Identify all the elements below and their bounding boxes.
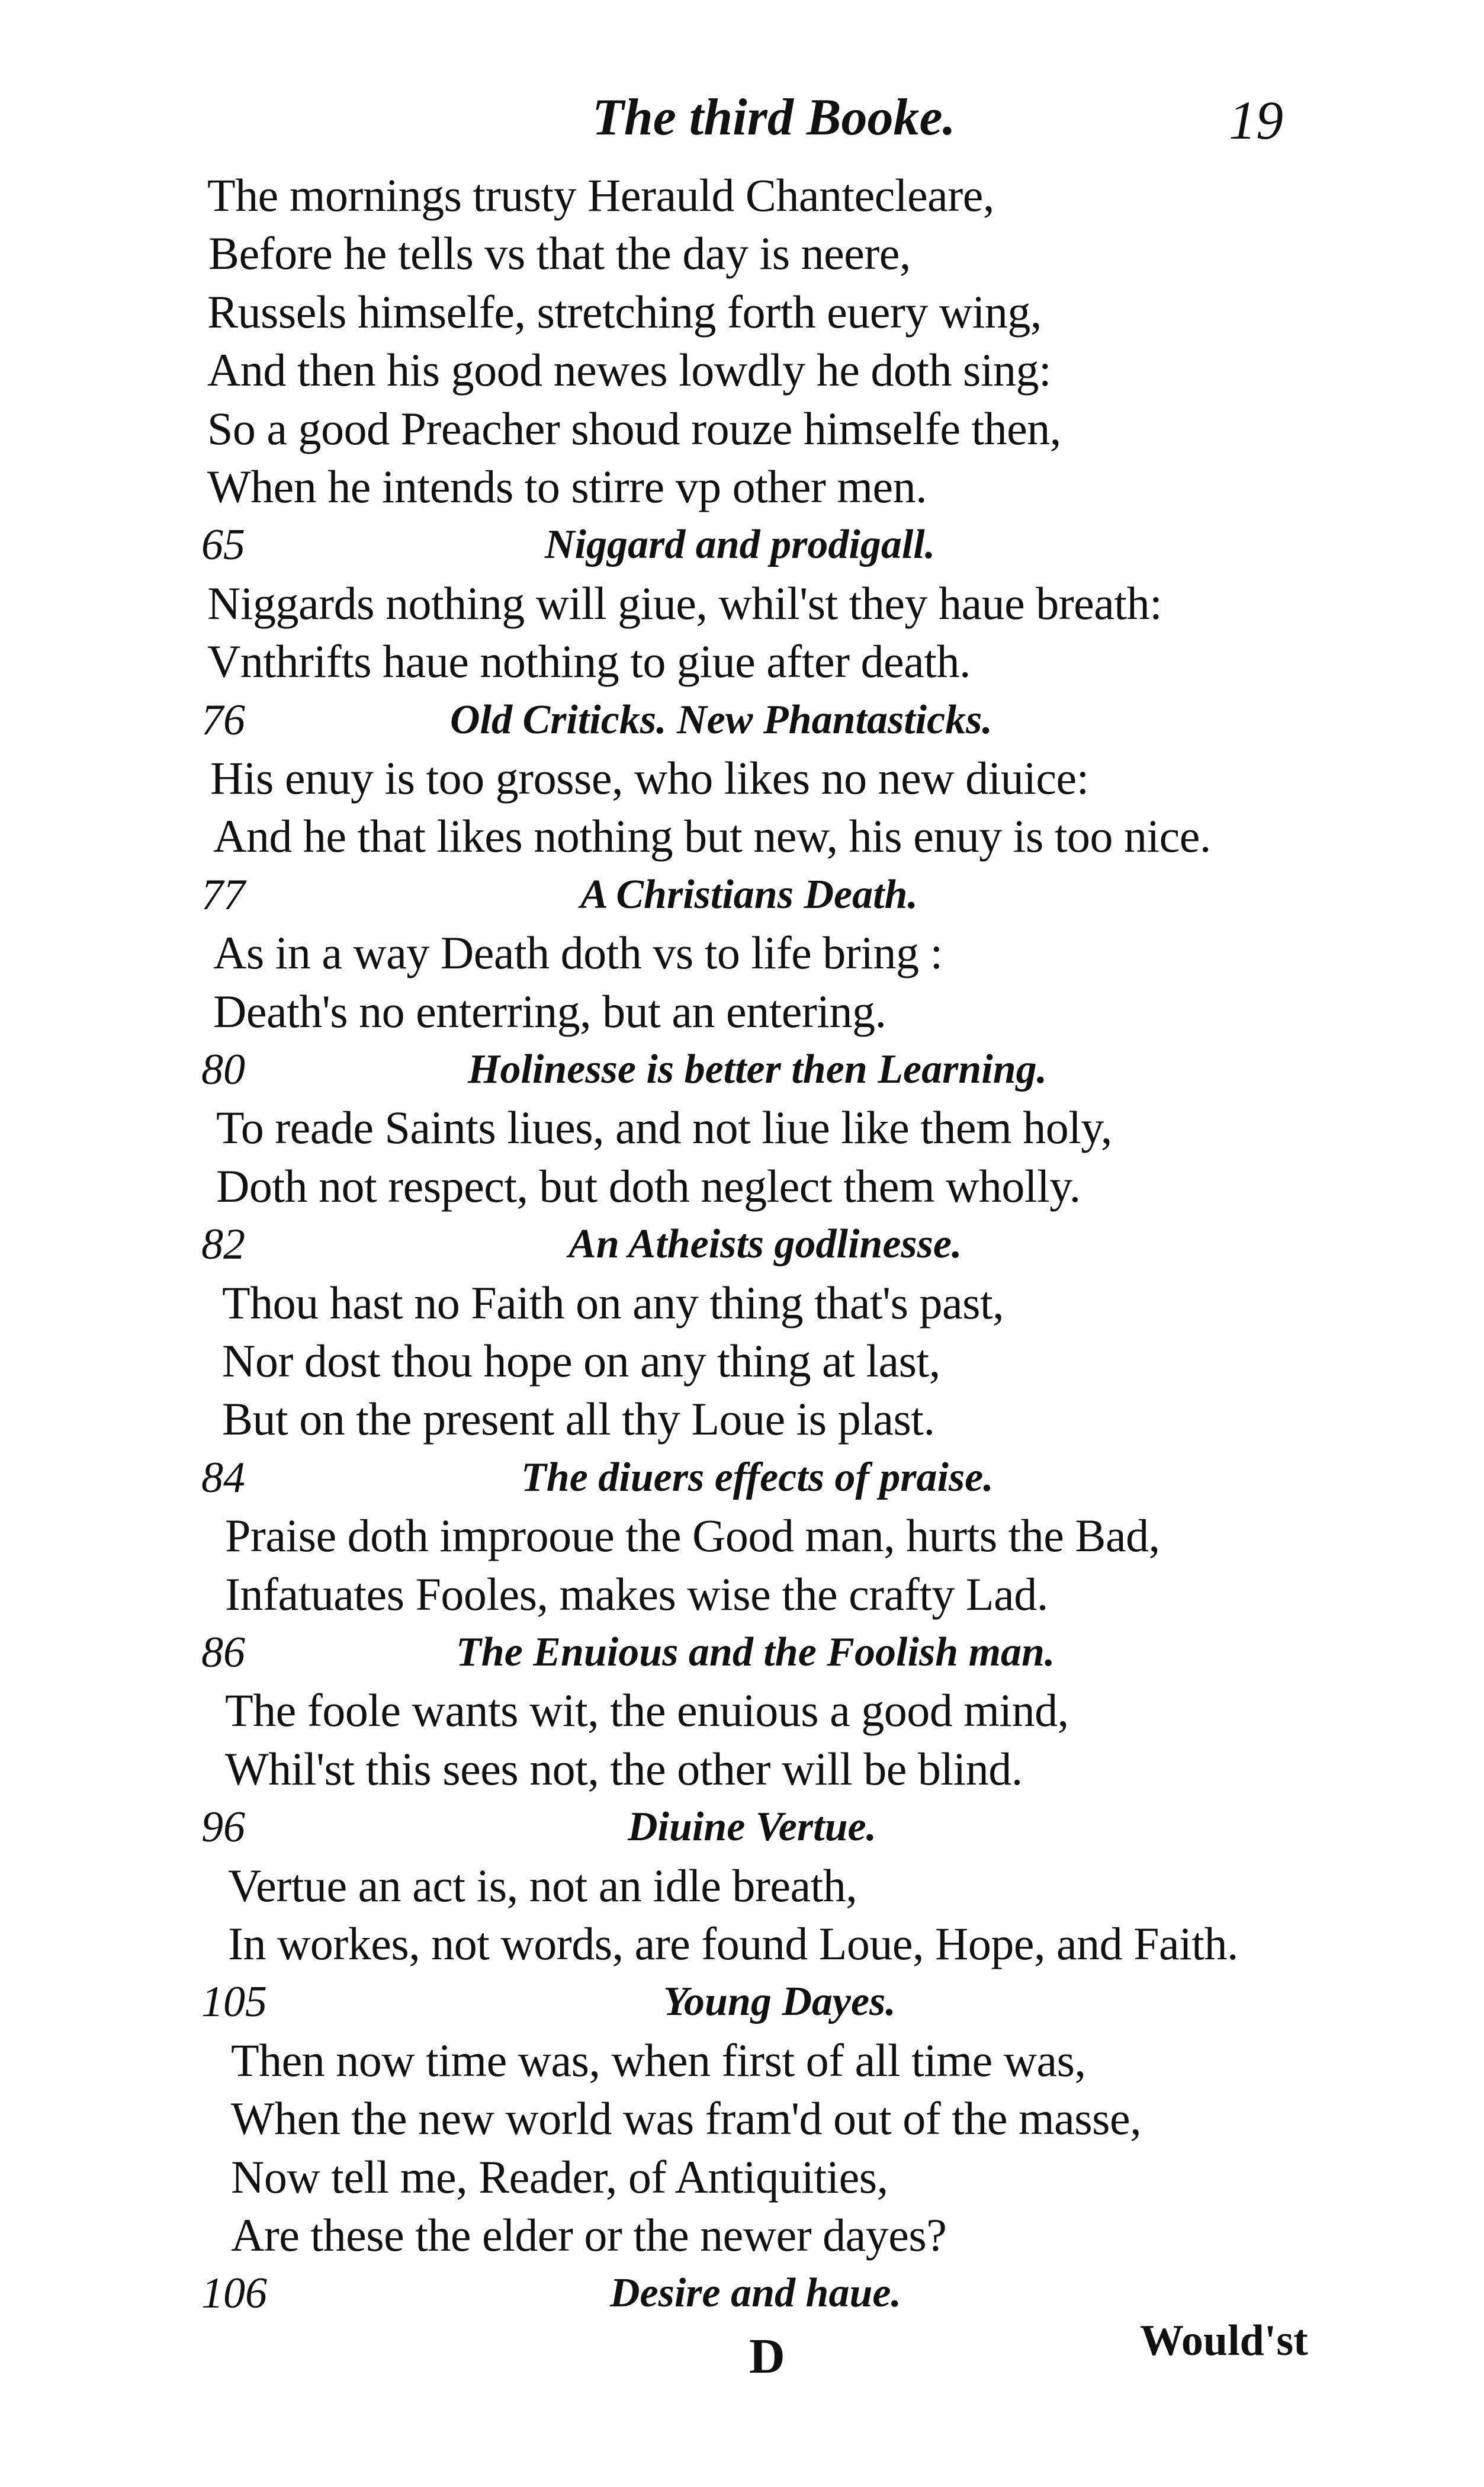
- epigram-title: Desire and haue.: [610, 2270, 901, 2316]
- verse-text: The mornings trusty Herauld Chantecleare,: [207, 169, 994, 221]
- verse-text: Praise doth improoue the Good man, hurts the Bad,: [225, 1510, 1160, 1562]
- epigram-number: 96: [201, 1803, 245, 1852]
- verse-text: His enuy is too grosse, who likes no new diuice:: [210, 752, 1089, 804]
- epigram-number: 65: [201, 521, 245, 570]
- epigram-title: The Enuious and the Foolish man.: [456, 1629, 1055, 1675]
- verse-text: Russels himselfe, stretching forth euery wing,: [207, 285, 1042, 338]
- epigram-number: 77: [201, 870, 245, 919]
- epigram-title: Holinesse is better then Learning.: [468, 1047, 1048, 1092]
- verse-text: And then his good newes lowdly he doth sing:: [207, 344, 1052, 396]
- epigram-number: 106: [201, 2269, 267, 2318]
- verse-text: Nor dost thou hope on any thing at last,: [222, 1335, 940, 1387]
- epigram-number: 84: [201, 1453, 245, 1502]
- verse-text: Thou hast no Faith on any thing that's past,: [222, 1276, 1004, 1328]
- verse-text: The foole wants wit, the enuious a good mind,: [225, 1684, 1069, 1737]
- epigram-number: 105: [201, 1978, 267, 2027]
- epigram-title: Old Criticks. New Phantasticks.: [450, 697, 992, 743]
- verse-text: When the new world was fram'd out of the masse,: [231, 2093, 1142, 2145]
- verse-text: Whil'st this sees not, the other will be blind.: [225, 1742, 1023, 1795]
- epigram-title: A Christians Death.: [580, 871, 918, 917]
- epigram-title: The diuers effects of praise.: [521, 1454, 994, 1500]
- verse-text: Niggards nothing will giue, whil'st they haue breath:: [207, 577, 1162, 629]
- verse-text: Death's no enterring, but an entering.: [213, 985, 886, 1037]
- verse-text: So a good Preacher shoud rouze himselfe then,: [207, 402, 1061, 454]
- epigram-number: 76: [201, 695, 245, 745]
- verse-text: Before he tells vs that the day is neere,: [208, 227, 911, 280]
- verse-text: And he that likes nothing but new, his enuy is too nice.: [213, 810, 1211, 862]
- running-title: The third Booke.: [592, 89, 956, 146]
- verse-text: When he intends to stirre vp other men.: [207, 461, 927, 512]
- verse-text: To reade Saints liues, and not liue like them holy,: [216, 1102, 1112, 1154]
- verse-text: Doth not respect, but doth neglect them wholly.: [216, 1160, 1081, 1212]
- catchword: Would'st: [1140, 2316, 1308, 2365]
- verse-text: Now tell me, Reader, of Antiquities,: [231, 2151, 888, 2203]
- verse-text: But on the present all thy Loue is plast.: [222, 1393, 935, 1445]
- verse-text: Are these the elder or the newer dayes?: [231, 2209, 947, 2261]
- verse-text: Vertue an act is, not an idle breath,: [228, 1859, 857, 1911]
- epigram-title: Young Dayes.: [663, 1979, 896, 2025]
- epigram-number: 82: [201, 1220, 245, 1269]
- verse-text: Infatuates Fooles, makes wise the crafty Lad.: [225, 1568, 1048, 1620]
- epigram-number: 86: [201, 1628, 245, 1677]
- verse-text: In workes, not words, are found Loue, Hope, and Faith.: [228, 1918, 1238, 1969]
- epigram-title: Niggard and prodigall.: [545, 522, 936, 568]
- verse-text: Then now time was, when first of all time was,: [231, 2034, 1086, 2086]
- verse-text: As in a way Death doth vs to life bring :: [213, 927, 943, 979]
- verse-text: Vnthrifts haue nothing to giue after death.: [207, 636, 971, 688]
- epigram-title: Diuine Vertue.: [628, 1804, 877, 1850]
- page-number: 19: [1229, 90, 1283, 150]
- signature-mark: D: [749, 2329, 785, 2384]
- epigram-number: 80: [201, 1045, 245, 1094]
- epigram-title: An Atheists godlinesse.: [568, 1221, 962, 1267]
